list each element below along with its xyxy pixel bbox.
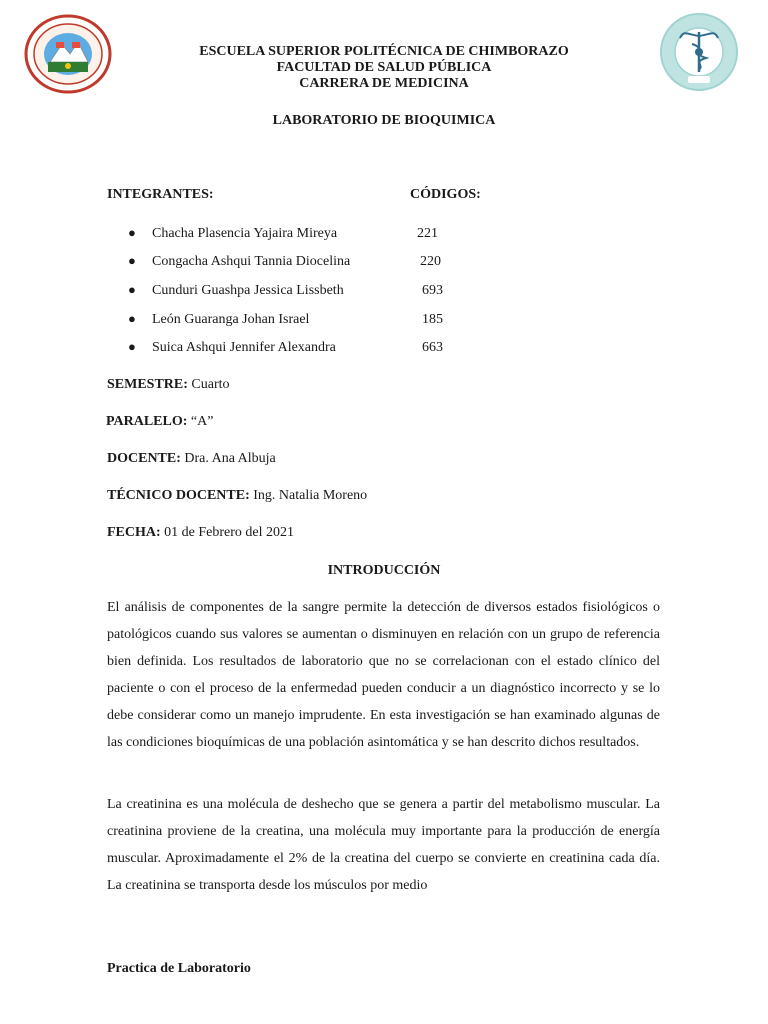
member-row [0,226,768,246]
docente-value: Dra. Ana Albuja [184,451,276,466]
bullet-icon: ● [128,253,136,268]
member-code: 693 [422,283,443,298]
semestre-field [107,377,230,393]
bullet-icon: ● [128,225,136,240]
member-name: Suica Ashqui Jennifer Alexandra [152,340,336,355]
docente-field [107,451,276,467]
institution-header [0,44,768,92]
fecha-field [107,525,294,541]
docente-label: DOCENTE: [107,451,181,466]
member-row [0,254,768,274]
bullet-icon: ● [128,339,136,354]
semestre-label: SEMESTRE: [107,377,188,392]
member-name: Chacha Plasencia Yajaira Mireya [152,226,338,241]
paralelo-label: PARALELO: [106,414,188,429]
bullet-icon: ● [128,282,136,297]
paralelo-value: “A” [190,414,214,429]
member-code: 663 [422,340,443,355]
lab-title: LABORATORIO DE BIOQUIMICA [272,113,496,128]
faculty-name: FACULTAD DE SALUD PÚBLICA [276,60,492,75]
institution-name: ESCUELA SUPERIOR POLITÉCNICA DE CHIMBORAZO [199,44,569,59]
fecha-label: FECHA: [107,525,161,540]
career-name: CARRERA DE MEDICINA [299,76,469,91]
tecnico-docente-value: Ing. Natalia Moreno [253,488,368,503]
codigos-heading: CÓDIGOS: [410,187,481,202]
semestre-value: Cuarto [191,377,230,392]
member-row [0,340,768,360]
intro-paragraph-2: La creatinina es una molécula de deshecho que se genera a partir del metabolismo muscular. La creatinina proviene de la creatina, una molécula muy importante para la producción de energía muscular. Aproximadamente el 2% de la creatina del cuerpo se convierte en creatinina cada día. La creatinina se transporta desde los músculos por medio [107,797,660,893]
member-name: Congacha Ashqui Tannia Diocelina [152,254,351,269]
member-name: León Guaranga Johan Israel [152,312,310,327]
page-footer: Practica de Laboratorio [107,961,251,976]
member-code: 220 [420,254,441,269]
member-row [0,312,768,332]
bullet-icon: ● [128,311,136,326]
fecha-value: 01 de Febrero del 2021 [164,525,295,540]
member-code: 185 [422,312,443,327]
member-code: 221 [417,226,438,241]
tecnico-docente-field [107,488,367,504]
member-row [0,283,768,303]
member-name: Cunduri Guashpa Jessica Lissbeth [152,283,344,298]
integrantes-heading: INTEGRANTES: [107,187,214,202]
intro-heading: INTRODUCCIÓN [327,563,441,578]
intro-paragraph-1: El análisis de componentes de la sangre permite la detección de diversos estados fisiológicos o patológicos cuando sus valores se aumentan o disminuyen en relación con un grupo de referencia bien definida. Los resultados de laboratorio que no se correlacionan con el estado clínico del paciente o con el proceso de la enfermedad pueden conducir a un diagnóstico incorrecto y se lo debe considerar como un manejo imprudente. En esta investigación se han examinado algunas de las condiciones bioquímicas de una población asintomática y se han descrito dichos resultados. [107,600,660,750]
tecnico-docente-label: TÉCNICO DOCENTE: [107,488,250,503]
paralelo-field [106,414,213,430]
